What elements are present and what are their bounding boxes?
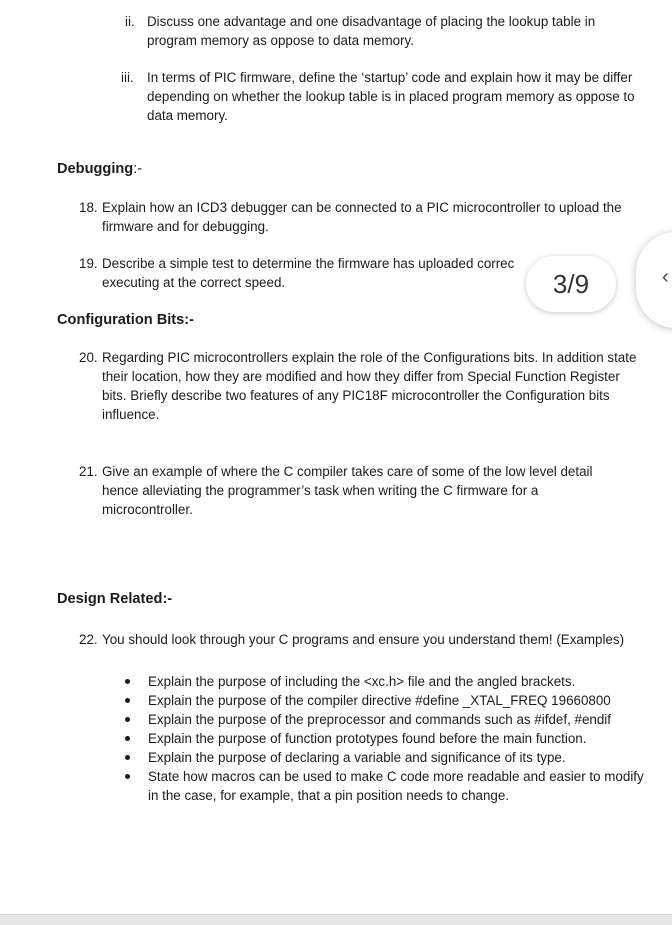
list-item: Explain the purpose of including the <xc.h> file and the angled brackets.	[124, 672, 644, 691]
question-number: 19.	[79, 256, 98, 271]
question-18	[79, 198, 644, 236]
question-text: In terms of PIC firmware, define the ‘startup’ code and explain how it may be differ depending on whether the lookup table is in placed program memory as oppose to data memory.	[147, 70, 635, 123]
question-22	[79, 630, 659, 649]
page-indicator-text: 3/9	[552, 268, 590, 299]
question-text: You should look through your C programs and ensure you understand them! (Examples)	[102, 632, 625, 647]
question-20	[79, 348, 639, 424]
heading-suffix: :-	[133, 161, 143, 177]
heading-suffix: :-	[162, 591, 173, 607]
list-item: Explain the purpose of declaring a variable and significance of its type.	[124, 748, 644, 767]
question-19	[79, 254, 549, 292]
list-item: State how macros can be used to make C code more readable and easier to modify in the case, for example, that a pin position needs to change.	[124, 767, 644, 805]
heading-text: Design Related	[57, 591, 163, 607]
heading-text: Debugging	[57, 161, 134, 177]
question-text: Explain how an ICD3 debugger can be connected to a PIC microcontroller to upload the firmware and for debugging.	[102, 200, 622, 234]
page-indicator	[526, 256, 616, 312]
heading-suffix: :-	[184, 312, 195, 328]
question-number: ii.	[125, 14, 135, 29]
examples-bullet-list	[124, 672, 644, 805]
question-text: Describe a simple test to determine the firmware has uploaded correc	[102, 256, 515, 271]
bottom-edge-bar	[0, 914, 672, 925]
heading-debugging	[57, 160, 142, 179]
question-text: Give an example of where the C compiler takes care of some of the low level detail hence alleviating the programmer’s task when writing the C firmware for a microcontroller.	[102, 464, 593, 517]
question-text: Regarding PIC microcontrollers explain the role of the Configurations bits. In addition state their location, how they are modified and how they differ from Special Function Register bits. Briefly describe two features of any PIC18F microcontroller the Configuration bits influence.	[102, 350, 637, 422]
question-ii	[125, 12, 645, 50]
question-number: iii.	[121, 70, 134, 85]
question-number: 22.	[79, 632, 98, 647]
question-21	[79, 462, 624, 519]
heading-text: Configuration Bits	[57, 312, 185, 328]
heading-configuration-bits	[57, 311, 194, 330]
heading-design-related	[57, 590, 172, 609]
question-text: Discuss one advantage and one disadvantage of placing the lookup table in program memory as oppose to data memory.	[147, 14, 596, 48]
question-number: 21.	[79, 464, 98, 479]
list-item: Explain the purpose of the compiler directive #define _XTAL_FREQ 19660800	[124, 691, 644, 710]
question-number: 20.	[79, 350, 98, 365]
chevron-left-icon: ‹	[662, 266, 669, 288]
list-item: Explain the purpose of function prototypes found before the main function.	[124, 729, 644, 748]
question-iii	[121, 68, 641, 125]
list-item: Explain the purpose of the preprocessor and commands such as #ifdef, #endif	[124, 710, 644, 729]
question-text-continued: executing at the correct speed.	[102, 275, 286, 290]
question-number: 18.	[79, 200, 98, 215]
